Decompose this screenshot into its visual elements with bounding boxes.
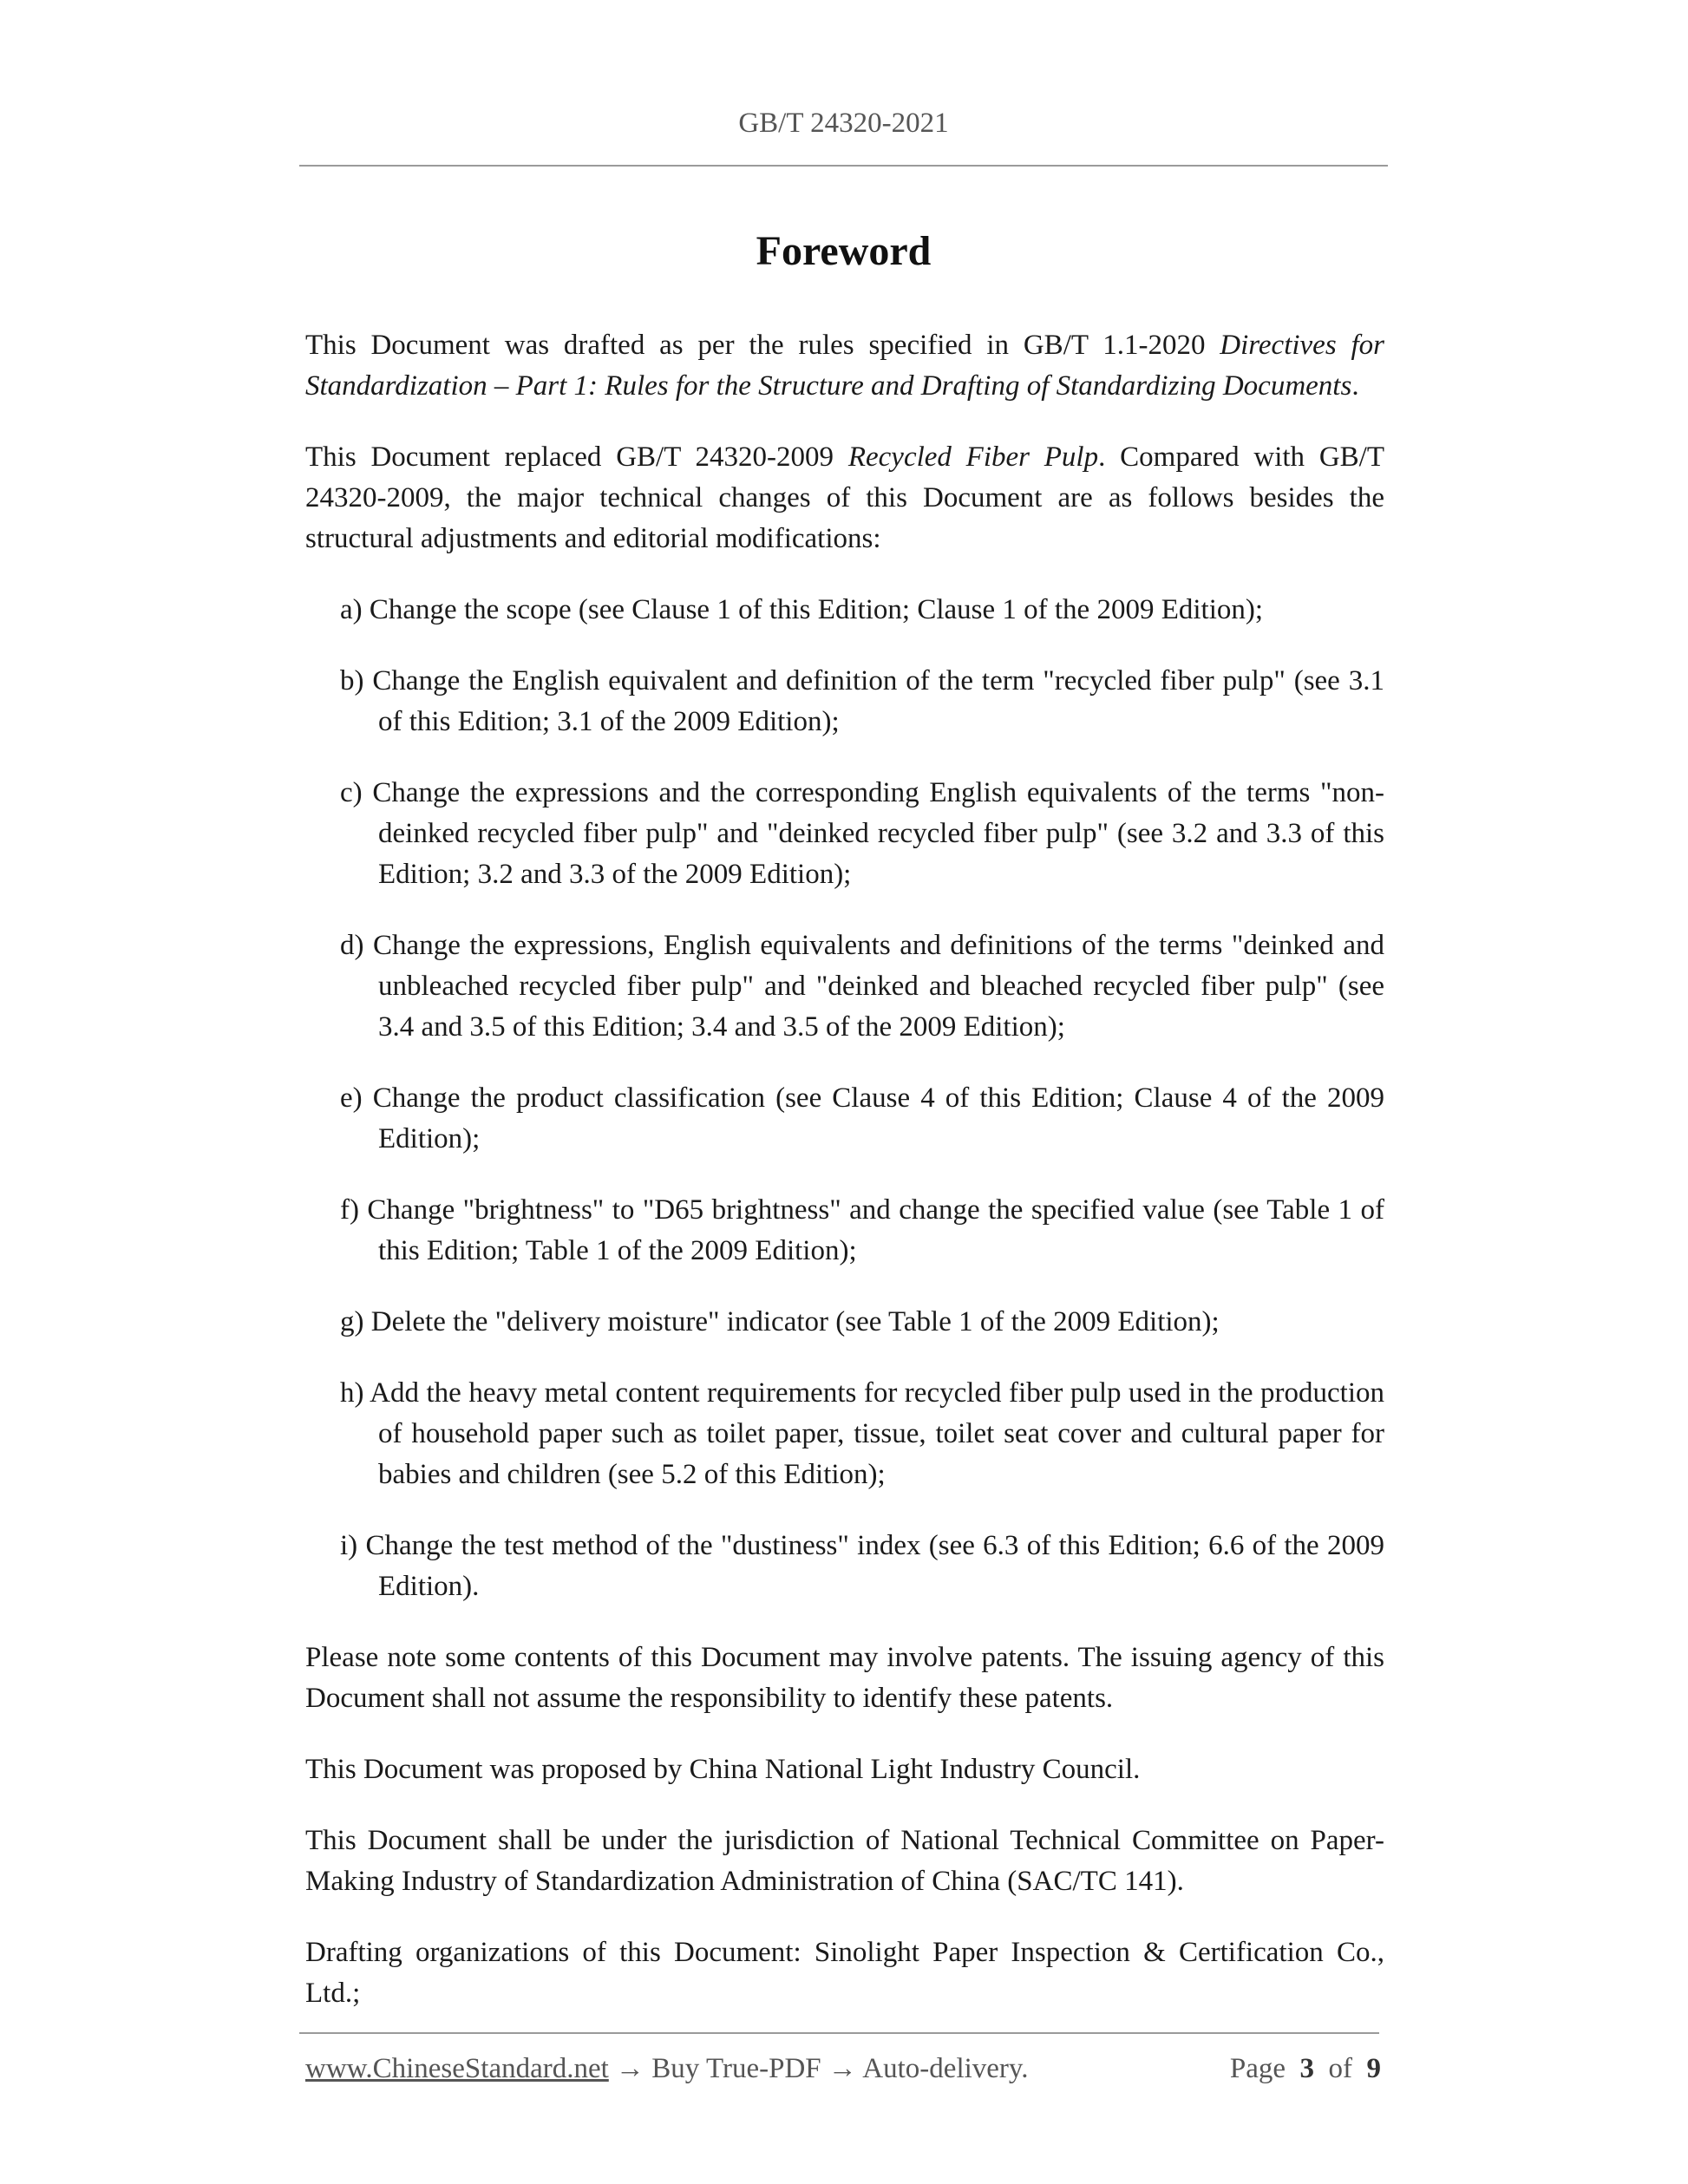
paragraph-drafting-rules [305, 325, 1384, 407]
footer-divider [299, 2032, 1379, 2034]
paragraph-text: This Document was drafted as per the rules specified in GB/T 1.1-2020 [305, 330, 1220, 361]
list-item: g) Delete the "delivery moisture" indicator (see Table 1 of the 2009 Edition); [340, 1306, 1220, 1337]
page-indicator [1230, 2053, 1381, 2085]
paragraph-text: This Document replaced GB/T 24320-2009 [305, 441, 848, 473]
list-item: h) Add the heavy metal content requirements for recycled fiber pulp used in the production of household paper such as toilet paper, tissue, toilet seat cover and cultural paper for babies and children (see 5.2 of this Edition); [340, 1377, 1384, 1490]
list-item: i) Change the test method of the "dustiness" index (see 6.3 of this Edition; 6.6 of the 2009 Edition). [340, 1530, 1384, 1602]
list-item: f) Change "brightness" to "D65 brightness" and change the specified value (see Table 1 of this Edition; Table 1 of the 2009 Edition); [340, 1194, 1384, 1266]
foreword-body [305, 325, 1384, 2044]
list-item: d) Change the expressions, English equivalents and definitions of the terms "deinked and unbleached recycled fiber pulp" and "deinked and bleached recycled fiber pulp" (see 3.4 and 3.5 of this Edition; 3.4 and 3.5 of the 2009 Edition); [340, 930, 1384, 1043]
paragraph-text: . [1351, 370, 1359, 402]
cited-document-title: Recycled Fiber Pulp [847, 441, 1099, 473]
running-header: GB/T 24320-2021 [738, 108, 949, 139]
paragraph-text: . Compared with GB/T 24320-2009, the major technical changes of this Document are as follows besides the structural adjustments and editorial modifications: [305, 441, 1384, 554]
paragraph-replacement [305, 437, 1384, 559]
paragraph-jurisdiction: This Document shall be under the jurisdiction of National Technical Committee on Paper-Making Industry of Standardization Administration of China (SAC/TC 141). [305, 1825, 1384, 1897]
list-item: b) Change the English equivalent and definition of the term "recycled fiber pulp" (see 3.1 of this Edition; 3.1 of the 2009 Edition); [340, 665, 1384, 737]
current-page-number: 3 [1299, 2053, 1314, 2084]
technical-changes-list [305, 590, 1384, 1607]
header-divider [299, 165, 1388, 167]
page-label: Page [1229, 2053, 1286, 2084]
paragraph-proposer: This Document was proposed by China National Light Industry Council. [305, 1754, 1141, 1785]
list-item: c) Change the expressions and the corresponding English equivalents of the terms "non-deinked recycled fiber pulp" and "deinked recycled fiber pulp" (see 3.2 and 3.3 of this Edition; 3.2 and 3.3 of the 2009 Edition); [340, 777, 1384, 890]
list-item: e) Change the product classification (see Clause 4 of this Edition; Clause 4 of the 2009 Edition); [340, 1082, 1384, 1154]
list-item: a) Change the scope (see Clause 1 of this Edition; Clause 1 of the 2009 Edition); [340, 594, 1264, 625]
paragraph-drafting-organizations: Drafting organizations of this Document: Sinolight Paper Inspection & Certification Co., Ltd.; [305, 1937, 1384, 2009]
page-title: Foreword [756, 228, 932, 274]
total-page-count: 9 [1366, 2053, 1381, 2084]
cited-document-title: Directives for Standardization – Part 1: Rules for the Structure and Drafting of Standardizing Documents [305, 330, 1384, 402]
paragraph-patents: Please note some contents of this Document may involve patents. The issuing agency of this Document shall not assume the responsibility to identify these patents. [305, 1642, 1384, 1714]
website-link[interactable]: www.ChineseStandard.net [305, 2053, 609, 2084]
promo-text: → Buy True-PDF → Auto-delivery. [608, 2053, 1029, 2084]
of-label: of [1328, 2053, 1352, 2084]
footer-promo [305, 2053, 1029, 2085]
